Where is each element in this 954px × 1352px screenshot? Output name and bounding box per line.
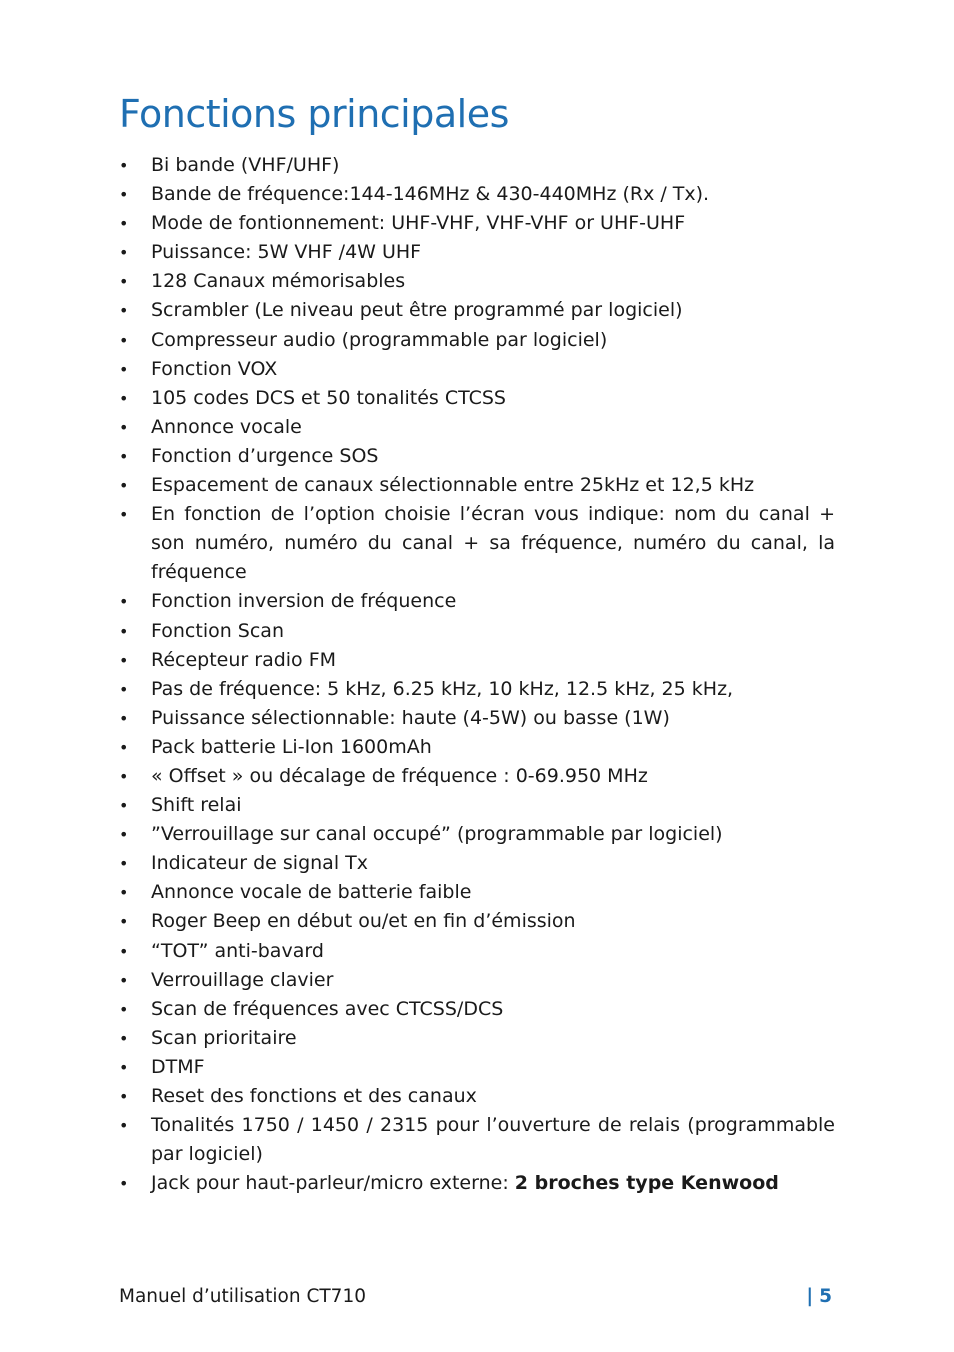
list-item (119, 733, 835, 762)
bullet-icon: • (119, 1028, 129, 1048)
list-item (119, 849, 835, 878)
bullet-icon: • (119, 999, 129, 1019)
bullet-icon: • (119, 1087, 129, 1106)
list-item-text: Bande de fréquence:144-146MHz & 430-440MHz (Rx / Tx). (151, 183, 710, 206)
list-item (119, 704, 835, 733)
list-item (119, 442, 835, 471)
list-item-text: “TOT” anti-bavard (151, 939, 324, 962)
list-item-text: Tonalités 1750 / 1450 / 2315 pour l’ouverture de relais (programmable par logiciel) (151, 1114, 835, 1166)
bullet-icon: • (119, 505, 129, 525)
bullet-icon: • (119, 330, 129, 350)
list-item-text: Compresseur audio (programmable par logiciel) (151, 328, 608, 351)
list-item (119, 617, 835, 646)
bullet-icon: • (119, 970, 129, 990)
list-item (119, 296, 835, 325)
list-item (119, 238, 835, 267)
bullet-icon: • (119, 825, 129, 845)
bullet-icon: • (119, 708, 129, 728)
list-item (119, 180, 835, 209)
list-item (119, 209, 835, 238)
feature-list (119, 151, 835, 1198)
footer-page-indicator (806, 1284, 832, 1310)
bullet-icon: • (119, 185, 129, 205)
list-item (119, 907, 835, 936)
list-item-text: Pack batterie Li-Ion 1600mAh (151, 735, 432, 758)
bullet-icon: • (119, 446, 129, 466)
list-item-text: 105 codes DCS et 50 tonalités CTCSS (151, 386, 506, 409)
list-item-text: Reset des fonctions et des canaux (151, 1085, 477, 1107)
bullet-icon: • (119, 941, 129, 961)
bullet-icon: • (119, 1116, 129, 1136)
list-item (119, 1024, 835, 1053)
list-item-text: « Offset » ou décalage de fréquence : 0-69.950 MHz (151, 764, 648, 787)
list-item (119, 384, 835, 413)
footer-separator: | (806, 1286, 814, 1307)
list-item (119, 471, 835, 500)
list-item-text: Mode de fontionnement: UHF-VHF, VHF-VHF or UHF-UHF (151, 212, 686, 235)
list-item (119, 791, 835, 820)
bullet-icon: • (119, 796, 129, 816)
bullet-icon: • (119, 476, 129, 496)
list-item-text: Fonction VOX (151, 357, 278, 380)
list-item-text: Fonction Scan (151, 619, 284, 642)
page-number: 5 (819, 1286, 832, 1307)
list-item-text: Fonction d’urgence SOS (151, 444, 379, 467)
bullet-icon: • (119, 650, 129, 670)
list-item-text: Annonce vocale (151, 415, 302, 438)
list-item-emphasis: 2 broches type Kenwood (514, 1172, 779, 1195)
list-item-text: Verrouillage clavier (151, 968, 334, 991)
list-item-text: Roger Beep en début ou/et en fin d’émission (151, 910, 576, 933)
list-item (119, 326, 835, 355)
bullet-icon: • (119, 272, 129, 292)
list-item (119, 1053, 835, 1082)
bullet-icon: • (119, 737, 129, 757)
list-item (119, 820, 835, 849)
list-item-text: Puissance: 5W VHF /4W UHF (151, 241, 422, 264)
list-item (119, 937, 835, 966)
list-item-text: Annonce vocale de batterie faible (151, 881, 472, 904)
list-item-text: 128 Canaux mémorisables (151, 270, 406, 293)
bullet-icon: • (119, 417, 129, 437)
bullet-icon: • (119, 214, 129, 234)
list-item (119, 762, 835, 791)
list-item (119, 966, 835, 995)
list-item-text: DTMF (151, 1055, 205, 1078)
list-item (119, 413, 835, 442)
list-item (119, 1111, 835, 1169)
list-item (119, 995, 835, 1024)
bullet-icon: • (119, 388, 129, 408)
bullet-icon: • (119, 359, 129, 379)
bullet-icon: • (119, 1174, 129, 1194)
list-item (119, 878, 835, 907)
bullet-icon: • (119, 301, 129, 321)
bullet-icon: • (119, 1057, 129, 1077)
list-item (119, 675, 835, 704)
bullet-icon: • (119, 621, 129, 641)
list-item-text: Scrambler (Le niveau peut être programmé par logiciel) (151, 299, 683, 322)
list-item (119, 355, 835, 384)
list-item (119, 587, 835, 616)
bullet-icon: • (119, 912, 129, 932)
list-item-text: Scan prioritaire (151, 1026, 297, 1049)
list-item (119, 646, 835, 675)
list-item-text: Récepteur radio FM (151, 648, 337, 671)
list-item (119, 1169, 835, 1198)
bullet-icon: • (119, 766, 129, 786)
list-item-text: Espacement de canaux sélectionnable entre 25kHz et 12,5 kHz (151, 474, 755, 497)
list-item-text: ”Verrouillage sur canal occupé” (programmable par logiciel) (151, 823, 723, 846)
list-item-text: Puissance sélectionnable: haute (4-5W) ou basse (1W) (151, 706, 670, 729)
bullet-icon: • (119, 156, 129, 175)
list-item-text: Fonction inversion de fréquence (151, 590, 457, 613)
list-item (119, 1082, 835, 1111)
bullet-icon: • (119, 883, 129, 903)
list-item-text: Shift relai (151, 794, 242, 817)
list-item (119, 151, 835, 180)
list-item-text: Jack pour haut-parleur/micro externe: (151, 1172, 515, 1195)
footer-manual-title: Manuel d’utilisation CT710 (119, 1286, 366, 1307)
bullet-icon: • (119, 854, 129, 874)
list-item-text: Bi bande (VHF/UHF) (151, 154, 340, 176)
list-item-text: Scan de fréquences avec CTCSS/DCS (151, 997, 504, 1020)
list-item (119, 267, 835, 296)
list-item-text: Pas de fréquence: 5 kHz, 6.25 kHz, 10 kHz, 12.5 kHz, 25 kHz, (151, 677, 734, 700)
bullet-icon: • (119, 592, 129, 612)
list-item-text: En fonction de l’option choisie l’écran vous indique: nom du canal + son numéro, numéro du canal + sa fréquence, numéro du canal, la fréquence (151, 503, 835, 584)
bullet-icon: • (119, 243, 129, 263)
page-title: Fonctions principales (119, 92, 509, 136)
bullet-icon: • (119, 679, 129, 699)
list-item (119, 500, 835, 587)
list-item-text: Indicateur de signal Tx (151, 852, 368, 875)
